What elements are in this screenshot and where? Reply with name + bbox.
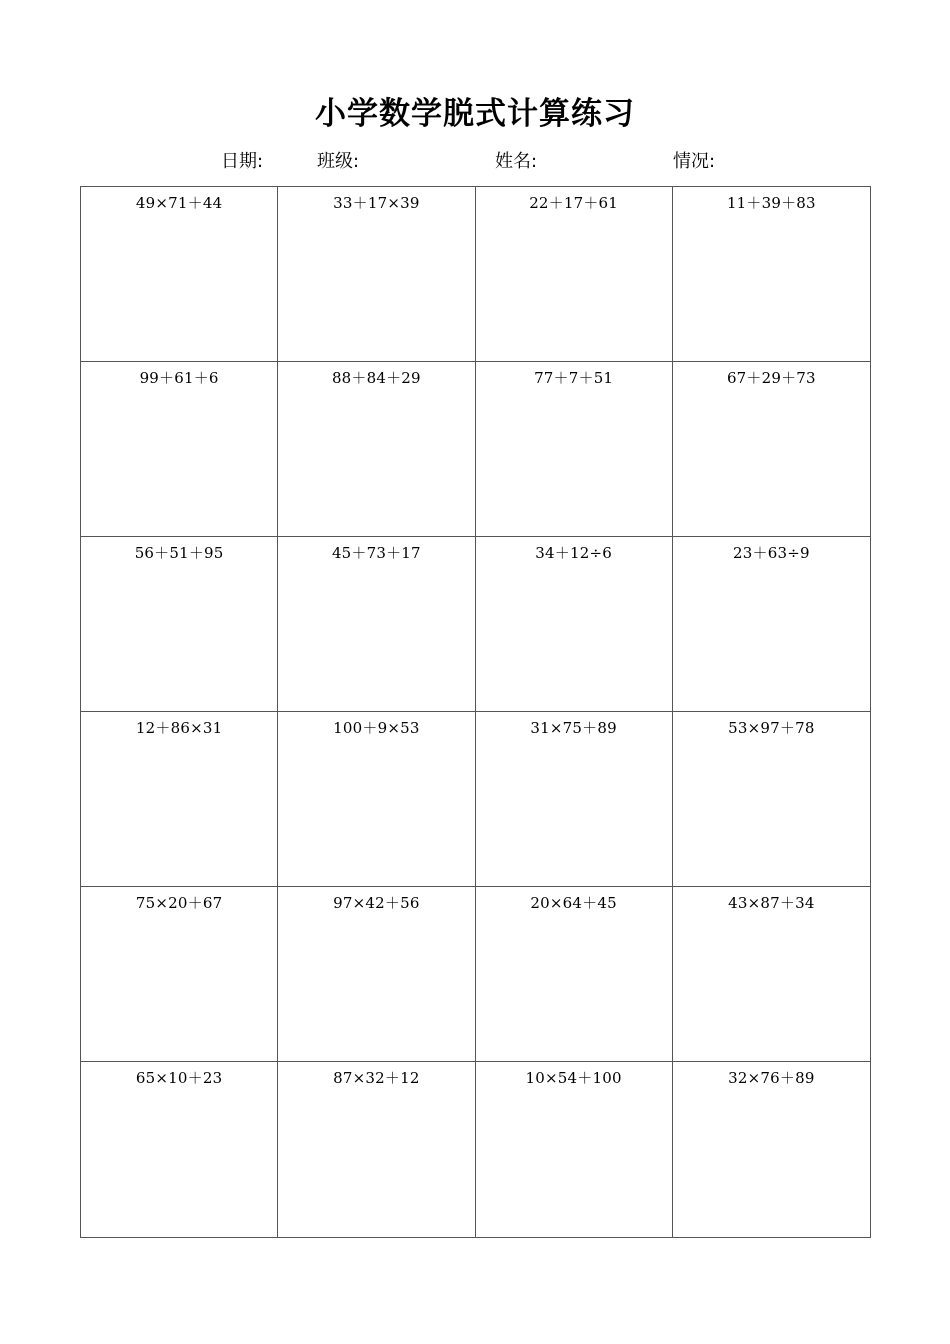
problem-expression: 49×71＋44 <box>135 194 223 212</box>
problem-expression: 34＋12÷6 <box>535 544 612 562</box>
problem-cell <box>476 712 673 887</box>
class-label: 班级: <box>317 151 360 172</box>
problem-cell <box>278 887 475 1062</box>
problem-expression: 23＋63÷9 <box>733 544 810 562</box>
problem-cell <box>476 187 673 362</box>
problem-expression: 53×97＋78 <box>728 719 815 737</box>
status-label: 情况: <box>673 151 716 172</box>
problem-expression: 43×87＋34 <box>728 894 815 912</box>
problem-cell <box>476 362 673 537</box>
problem-expression: 97×42＋56 <box>333 894 420 912</box>
problem-cell <box>673 537 870 712</box>
name-label: 姓名: <box>495 151 538 172</box>
worksheet-title: 小学数学脱式计算练习 <box>315 96 635 132</box>
problem-expression: 11＋39＋83 <box>726 194 816 212</box>
problem-expression: 32×76＋89 <box>728 1069 815 1087</box>
problem-cell <box>278 537 475 712</box>
problem-cell <box>81 362 278 537</box>
date-label: 日期: <box>221 151 264 172</box>
problem-cell <box>81 537 278 712</box>
problem-expression: 22＋17＋61 <box>529 194 619 212</box>
problem-expression: 56＋51＋95 <box>134 544 224 562</box>
problem-expression: 99＋61＋6 <box>139 369 219 387</box>
problem-cell <box>278 187 475 362</box>
problem-expression: 77＋7＋51 <box>534 369 614 387</box>
problem-expression: 88＋84＋29 <box>331 369 421 387</box>
problem-grid <box>80 186 871 1238</box>
problem-expression: 12＋86×31 <box>135 719 223 737</box>
problem-expression: 65×10＋23 <box>135 1069 223 1087</box>
problem-cell <box>476 1062 673 1237</box>
problem-expression: 75×20＋67 <box>135 894 223 912</box>
problem-cell <box>673 362 870 537</box>
problem-cell <box>673 712 870 887</box>
problem-cell <box>81 187 278 362</box>
problem-expression: 67＋29＋73 <box>726 369 816 387</box>
problem-cell <box>278 362 475 537</box>
problem-expression: 20×64＋45 <box>530 894 617 912</box>
problem-expression: 45＋73＋17 <box>331 544 421 562</box>
problem-cell <box>673 887 870 1062</box>
problem-cell <box>476 537 673 712</box>
problem-expression: 10×54＋100 <box>525 1069 622 1087</box>
problem-expression: 31×75＋89 <box>530 719 617 737</box>
problem-cell <box>81 1062 278 1237</box>
problem-expression: 33＋17×39 <box>333 194 420 212</box>
problem-cell <box>476 887 673 1062</box>
problem-cell <box>673 1062 870 1237</box>
problem-cell <box>81 712 278 887</box>
problem-expression: 100＋9×53 <box>333 719 420 737</box>
problem-cell <box>673 187 870 362</box>
problem-cell <box>278 712 475 887</box>
problem-cell <box>81 887 278 1062</box>
problem-expression: 87×32＋12 <box>333 1069 420 1087</box>
problem-cell <box>278 1062 475 1237</box>
